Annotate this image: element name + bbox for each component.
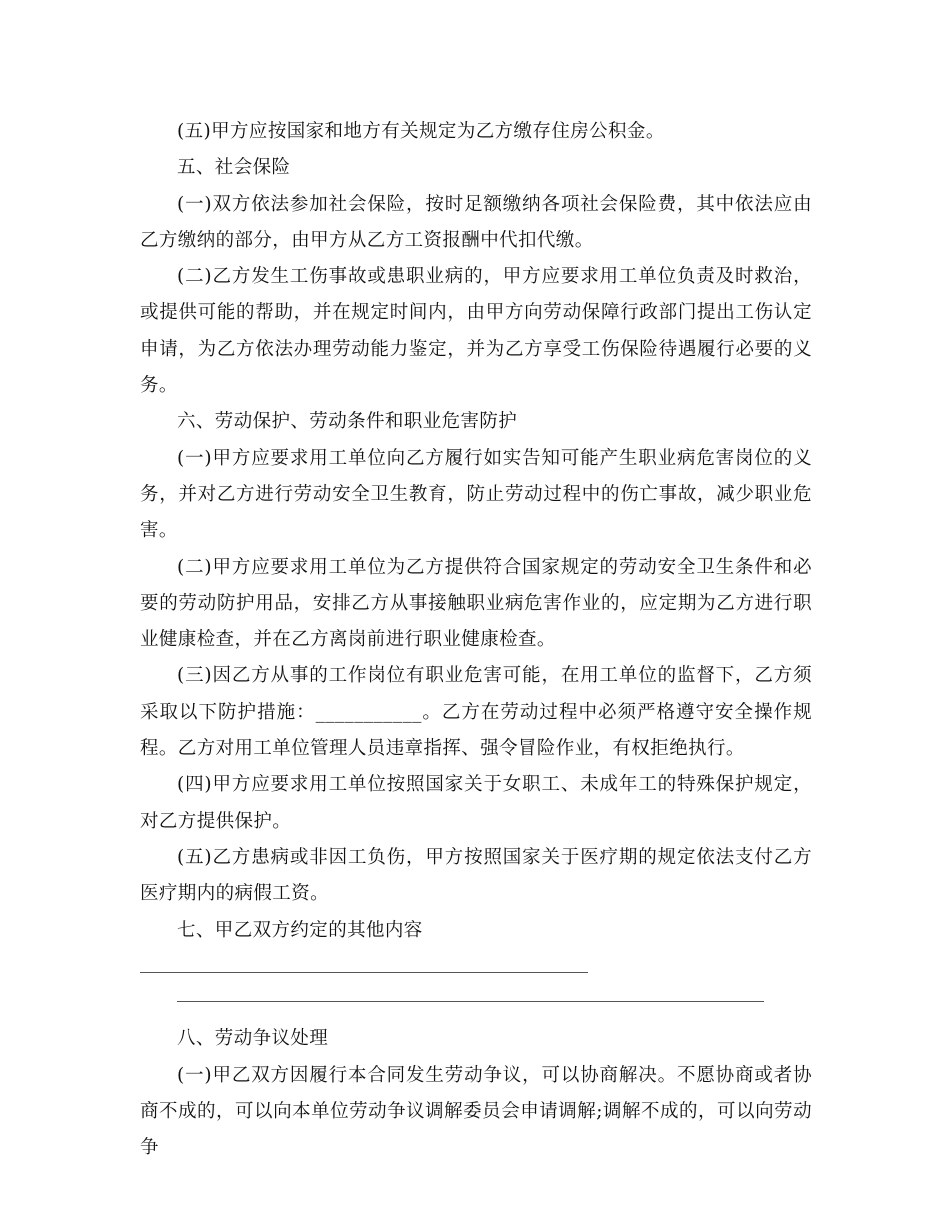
section-heading-dispute: 八、劳动争议处理	[177, 1028, 329, 1050]
fill-in-line-2	[140, 985, 812, 1021]
paragraph-protective-measures: (三)因乙方从事的工作岗位有职业危害可能，在用工单位的监督下，乙方须采取以下防护措施：___________。乙方在劳动过程中必须严格遵守安全操作规程。乙方对用工单位管理人员违章指挥、强令冒险作业，有权拒绝执行。	[140, 665, 812, 760]
paragraph-insurance-contribution: (一)双方依法参加社会保险，按时足额缴纳各项社会保险费，其中依法应由乙方缴纳的部分，由甲方从乙方工资报酬中代扣代缴。	[140, 193, 812, 251]
paragraph-hazard-disclosure: (一)甲方应要求用工单位向乙方履行如实告知可能产生职业病危害岗位的义务，并对乙方进行劳动安全卫生教育，防止劳动过程中的伤亡事故，减少职业危害。	[140, 447, 812, 542]
fill-in-line-1	[140, 949, 812, 985]
paragraph-housing-fund: (五)甲方应按国家和地方有关规定为乙方缴存住房公积金。	[177, 121, 665, 142]
section-heading-other-terms: 七、甲乙双方约定的其他内容	[177, 919, 423, 941]
section-heading-labor-protection: 六、劳动保护、劳动条件和职业危害防护	[177, 411, 518, 433]
section-heading-social-insurance: 五、社会保险	[177, 157, 291, 179]
paragraph-safety-conditions: (二)甲方应要求用工单位为乙方提供符合国家规定的劳动安全卫生条件和必要的劳动防护用品，安排乙方从事接触职业病危害作业的，应定期为乙方进行职业健康检查，并在乙方离岗前进行职业健康检查。	[140, 556, 812, 651]
paragraph-work-injury: (二)乙方发生工伤事故或患职业病的，甲方应要求用工单位负责及时救治，或提供可能的帮助，并在规定时间内，由甲方向劳动保障行政部门提出工伤认定申请，为乙方依法办理劳动能力鉴定，并为乙方享受工伤保险待遇履行必要的义务。	[140, 266, 812, 397]
document-body	[140, 114, 812, 1167]
paragraph-special-protection: (四)甲方应要求用工单位按照国家关于女职工、未成年工的特殊保护规定，对乙方提供保护。	[140, 774, 812, 832]
fill-in-rule-1	[140, 972, 588, 973]
paragraph-dispute-resolution: (一)甲乙双方因履行本合同发生劳动争议，可以协商解决。不愿协商或者协商不成的，可以向本单位劳动争议调解委员会申请调解;调解不成的，可以向劳动争	[140, 1064, 812, 1159]
paragraph-sick-leave: (五)乙方患病或非因工负伤，甲方按照国家关于医疗期的规定依法支付乙方医疗期内的病假工资。	[140, 846, 812, 905]
fill-in-rule-2	[177, 1001, 764, 1002]
